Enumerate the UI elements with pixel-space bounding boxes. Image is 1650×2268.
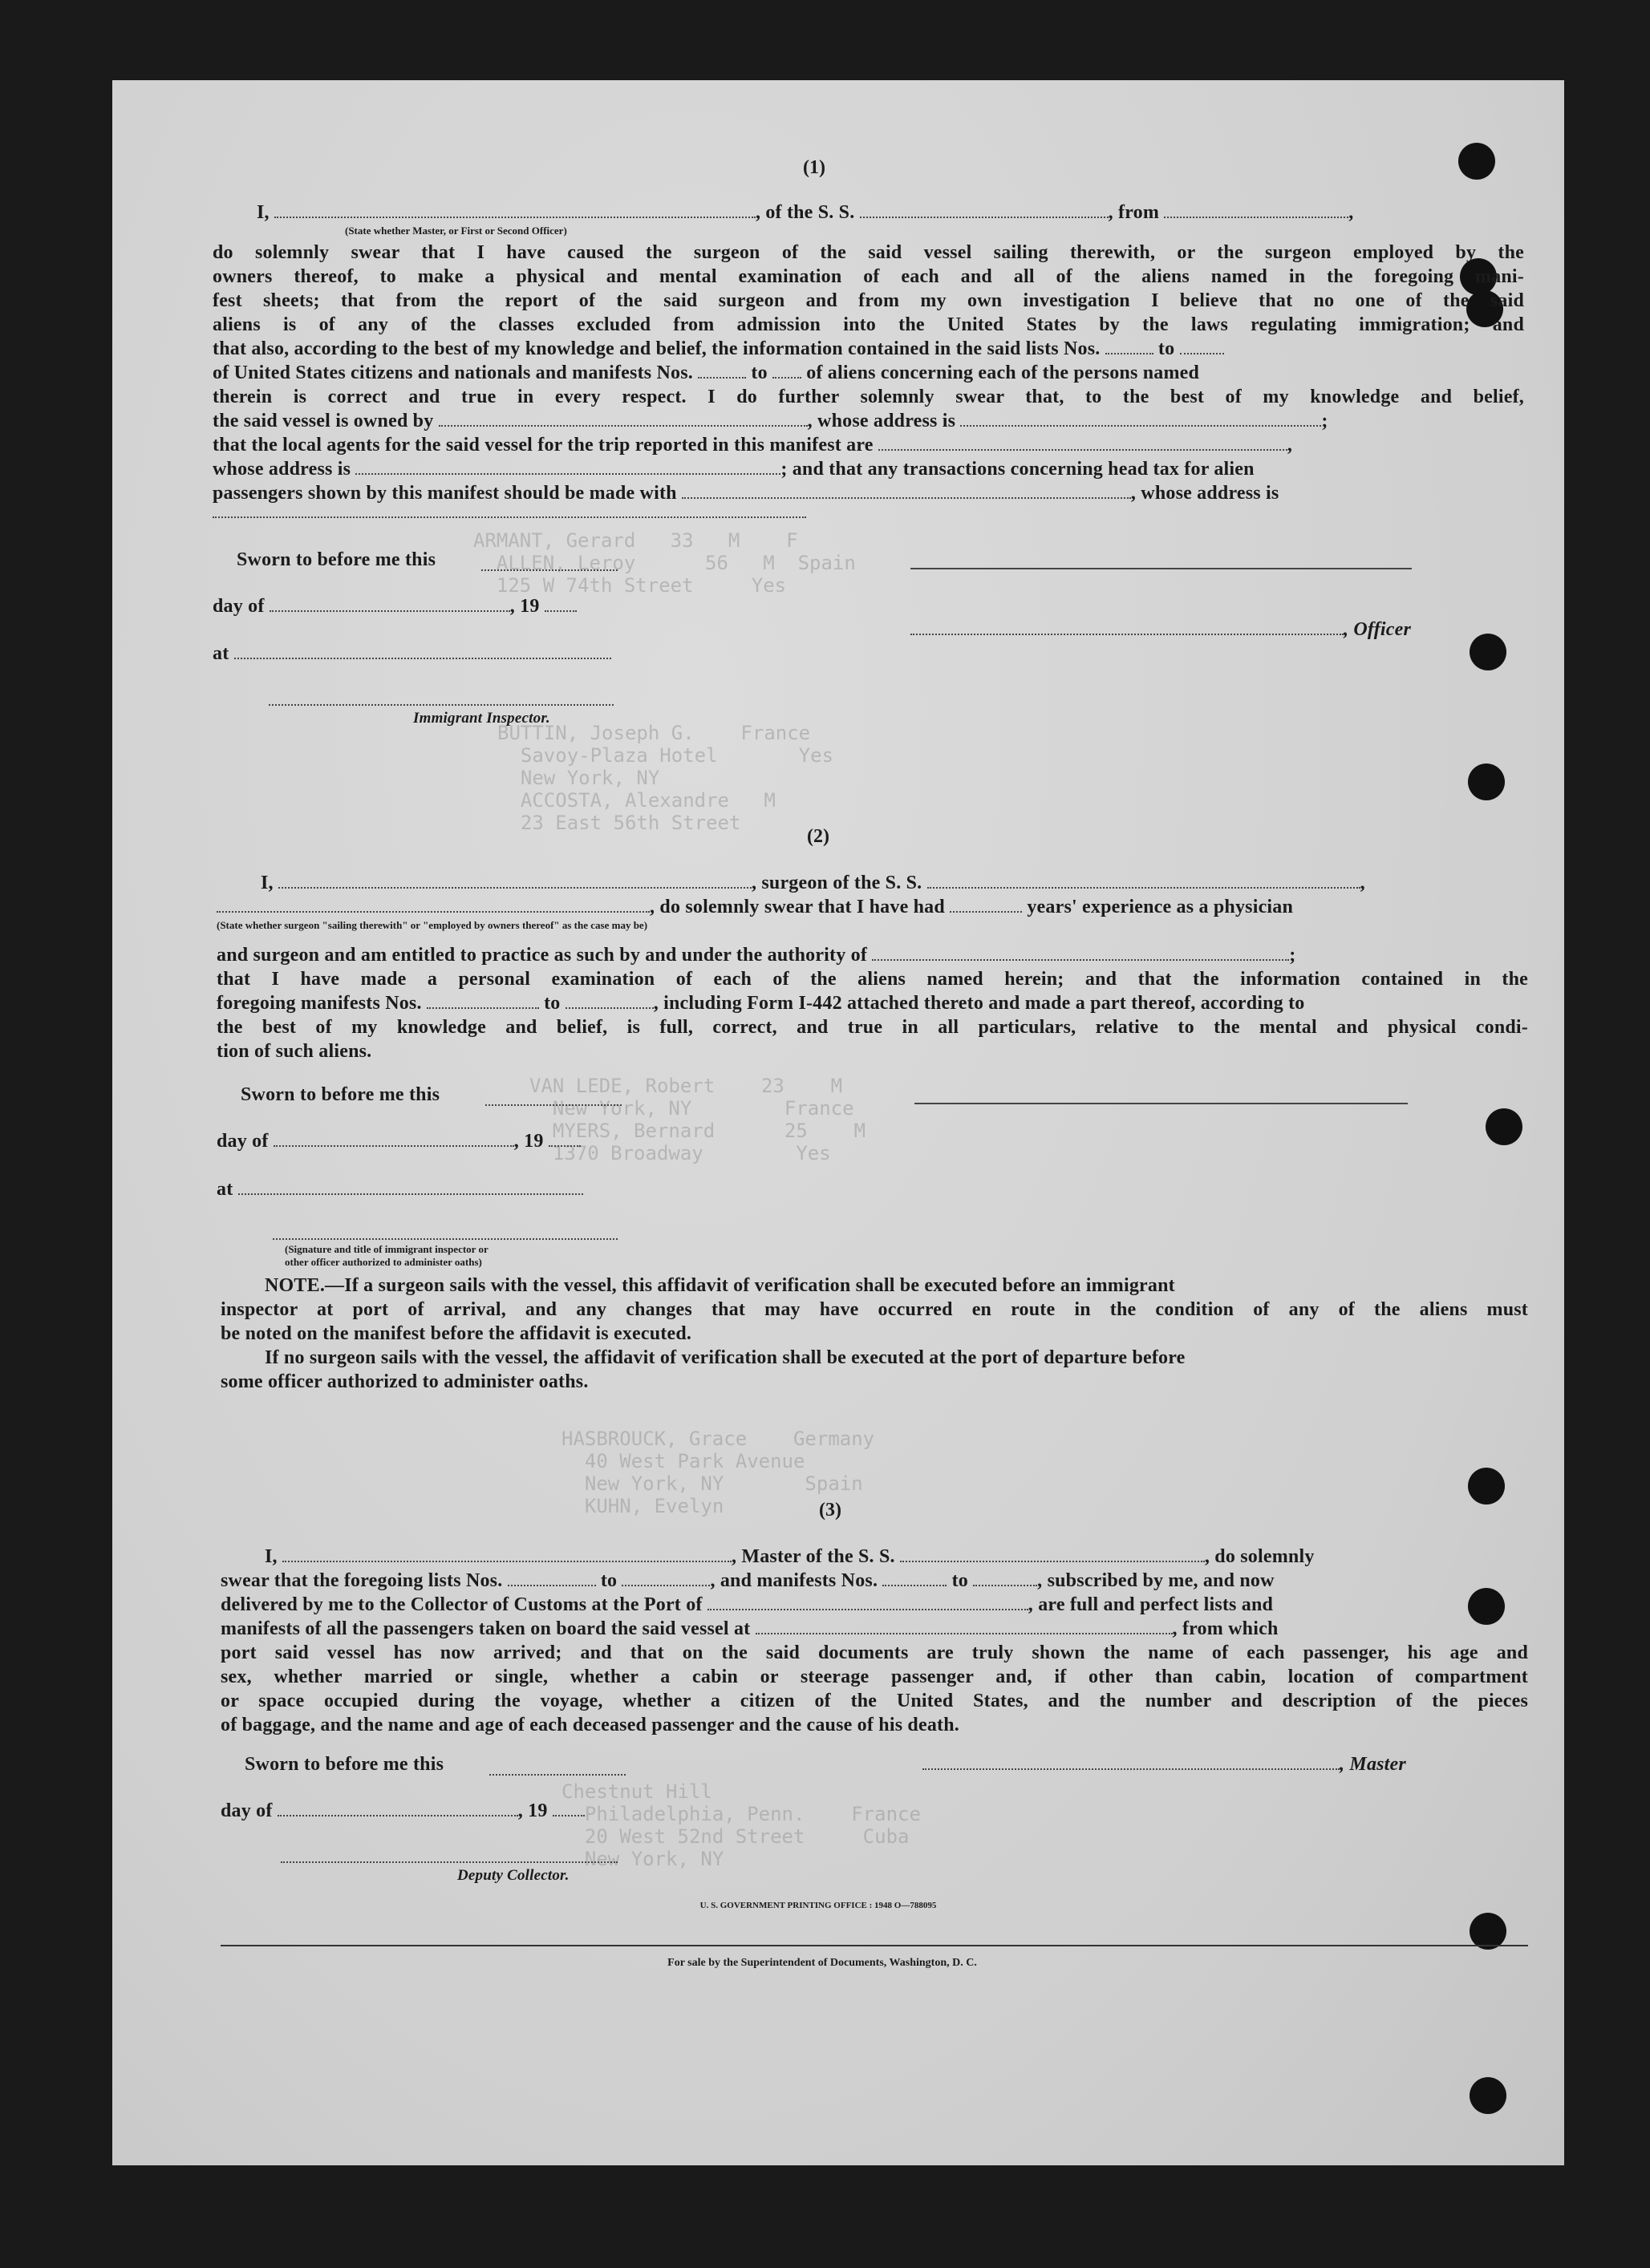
section-1-manifests-line: of United States citizens and nationals and manifests Nos. to of aliens concerning each of the persons named bbox=[213, 362, 1200, 383]
years-experience-field[interactable] bbox=[950, 897, 1022, 913]
bleed-through-text: BUTTIN, Joseph G. France Savoy-Plaza Hotel Yes New York, NY ACCOSTA, Alexandre M 23 East 56th Street bbox=[497, 722, 834, 834]
section-2-text: that I have made a personal examination of each of the aliens named herein; and that the information contained in the bbox=[217, 969, 1528, 990]
lists-to-field[interactable] bbox=[1180, 338, 1224, 354]
section-2-note: NOTE.—If a surgeon sails with the vessel, this affidavit of verification shall be executed before an immigrant bbox=[265, 1275, 1175, 1296]
officer-label-line: , Officer bbox=[910, 619, 1411, 641]
section-1-text: fest sheets; that from the report of the said surgeon and from my own investigation I believe that no one of the said bbox=[213, 290, 1524, 311]
section-2-note: inspector at port of arrival, and any changes that may have occurred en route in the condition of any of the aliens must bbox=[221, 1299, 1528, 1320]
punch-hole bbox=[1468, 1588, 1505, 1625]
manifests-to-field[interactable] bbox=[772, 362, 801, 379]
administrator-signature-field[interactable] bbox=[273, 1224, 618, 1240]
section-3-text: or space occupied during the voyage, whether a citizen of the United States, and the number and description of the pieces bbox=[221, 1691, 1528, 1711]
signature-note: other officer authorized to administer oaths) bbox=[285, 1256, 482, 1268]
section-1-text: aliens is of any of the classes excluded from admission into the United States by the laws regulating immigration; and bbox=[213, 314, 1524, 335]
section-3-lists-line: swear that the foregoing lists Nos. to , and manifests Nos. to , subscribed by me, and now bbox=[221, 1570, 1275, 1591]
officer-name-field[interactable] bbox=[274, 202, 756, 218]
sworn-label: Sworn to before me this bbox=[245, 1754, 444, 1775]
at-line: at bbox=[213, 643, 611, 665]
sworn-date-field[interactable] bbox=[485, 1090, 622, 1106]
section-2-manifests-line: foregoing manifests Nos. to , including Form I-442 attached thereto and made a part thereof, according to bbox=[217, 993, 1305, 1014]
inspector-signature-field[interactable] bbox=[269, 690, 614, 706]
day-of-line: day of , 19 bbox=[221, 1800, 585, 1822]
port-from-field[interactable] bbox=[1164, 202, 1348, 218]
surgeon-vessel-field[interactable] bbox=[927, 873, 1360, 889]
bleed-through-text: VAN LEDE, Robert 23 M New York, NY France MYERS, Bernard 25 M 1370 Broadway Yes bbox=[529, 1075, 866, 1164]
section-1-agents-line: that the local agents for the said vessel for the trip reported in this manifest are , bbox=[213, 435, 1293, 456]
agent-address-field[interactable] bbox=[355, 459, 780, 475]
surgeon-manifests-to-field[interactable] bbox=[566, 993, 654, 1009]
year-field[interactable] bbox=[549, 1131, 581, 1147]
surgeon-status-field[interactable] bbox=[217, 897, 650, 913]
day-field[interactable] bbox=[278, 1800, 518, 1816]
headtax-contact-field[interactable] bbox=[682, 483, 1131, 499]
bleed-through-text: Chestnut Hill Philadelphia, Penn. France 20 West 52nd Street Cuba New York, NY bbox=[561, 1780, 921, 1870]
section-3-boarding-line: manifests of all the passengers taken on board the said vessel at , from which bbox=[221, 1618, 1279, 1639]
section-3-text: port said vessel has now arrived; and that on the said documents are truly shown the name of each passenger, his age and bbox=[221, 1642, 1528, 1663]
sworn-label: Sworn to before me this bbox=[237, 549, 436, 570]
state-note: (State whether Master, or First or Second Officer) bbox=[345, 225, 567, 237]
deputy-collector-label: Deputy Collector. bbox=[457, 1867, 570, 1884]
section-1-agent-address-line: whose address is ; and that any transactions concerning head tax for alien bbox=[213, 459, 1255, 480]
surgeon-manifests-from-field[interactable] bbox=[427, 993, 539, 1009]
sworn-label: Sworn to before me this bbox=[241, 1084, 440, 1105]
day-of-line: day of , 19 bbox=[213, 596, 577, 618]
punch-hole bbox=[1486, 1108, 1522, 1145]
section-3-text: sex, whether married or single, whether a cabin or steerage passenger and, if other than cabin, location of compartment bbox=[221, 1667, 1528, 1687]
master-name-field[interactable] bbox=[282, 1546, 732, 1562]
section-2-note: some officer authorized to administer oaths. bbox=[221, 1371, 589, 1392]
section-3-text: of baggage, and the name and age of each deceased passenger and the cause of his death. bbox=[221, 1715, 959, 1735]
section-1-headtax-line: passengers shown by this manifest should be made with , whose address is bbox=[213, 483, 1279, 504]
section-2-note: be noted on the manifest before the affidavit is executed. bbox=[221, 1323, 692, 1344]
lists-from-field[interactable] bbox=[1105, 338, 1153, 354]
boarding-port-field[interactable] bbox=[756, 1618, 1173, 1634]
section-3-number: (3) bbox=[819, 1500, 841, 1521]
bleed-through-text: HASBROUCK, Grace Germany 40 West Park Avenue New York, NY Spain KUHN, Evelyn bbox=[561, 1428, 875, 1517]
sworn-date-field[interactable] bbox=[481, 555, 618, 571]
section-1-opening-line: I, , of the S. S. , from , bbox=[257, 202, 1354, 223]
section-1-text: do solemnly swear that I have caused the surgeon of the said vessel sailing therewith, or the surgeon employed by the bbox=[213, 242, 1524, 263]
master-lists-to-field[interactable] bbox=[622, 1570, 710, 1586]
section-2-number: (2) bbox=[807, 826, 829, 847]
master-lists-from-field[interactable] bbox=[508, 1570, 596, 1586]
section-1-text: therein is correct and true in every respect. I do further solemnly swear that, to the best of my knowledge and belief, bbox=[213, 387, 1524, 407]
section-1-owner-line: the said vessel is owned by , whose address is ; bbox=[213, 411, 1328, 431]
immigrant-inspector-label: Immigrant Inspector. bbox=[413, 710, 550, 727]
section-2-opening-line: I, , surgeon of the S. S. , bbox=[261, 873, 1365, 893]
at-line: at bbox=[217, 1179, 583, 1201]
day-field[interactable] bbox=[270, 596, 510, 612]
year-field[interactable] bbox=[545, 596, 577, 612]
master-signature-field[interactable] bbox=[922, 1754, 1340, 1770]
footer-divider bbox=[221, 1945, 1528, 1946]
at-place-field[interactable] bbox=[238, 1179, 583, 1195]
section-3-opening-line: I, , Master of the S. S. , do solemnly bbox=[265, 1546, 1315, 1567]
section-3-port-line: delivered by me to the Collector of Customs at the Port of , are full and perfect lists and bbox=[221, 1594, 1274, 1615]
master-manifests-to-field[interactable] bbox=[973, 1570, 1037, 1586]
officer-signature-field[interactable] bbox=[910, 553, 1412, 569]
owner-address-field[interactable] bbox=[960, 411, 1321, 427]
section-2-authority-line: and surgeon and am entitled to practice as such by and under the authority of ; bbox=[217, 945, 1296, 966]
bleed-through-text: ARMANT, Gerard 33 M F ALLEN, Leroy 56 M Spain 125 W 74th Street Yes bbox=[473, 529, 856, 597]
manifests-from-field[interactable] bbox=[698, 362, 746, 379]
signature-note: (Signature and title of immigrant inspector or bbox=[285, 1243, 489, 1255]
for-sale-note: For sale by the Superintendent of Documents, Washington, D. C. bbox=[667, 1957, 977, 1969]
section-2-text: the best of my knowledge and belief, is full, correct, and true in all particulars, relative to the mental and physical condi- bbox=[217, 1017, 1528, 1038]
section-1-number: (1) bbox=[803, 157, 825, 178]
officer-title-field[interactable] bbox=[910, 619, 1344, 635]
section-2-note: If no surgeon sails with the vessel, the affidavit of verification shall be executed at the port of departure before bbox=[265, 1347, 1186, 1368]
at-place-field[interactable] bbox=[234, 643, 611, 659]
section-2-experience-line: , do solemnly swear that I have had years' experience as a physician bbox=[217, 897, 1293, 918]
surgeon-name-field[interactable] bbox=[278, 873, 752, 889]
authority-field[interactable] bbox=[872, 945, 1289, 961]
headtax-address-field[interactable] bbox=[213, 502, 806, 518]
day-field[interactable] bbox=[274, 1131, 514, 1147]
section-1-text: owners thereof, to make a physical and mental examination of each and all of the aliens named in the foregoing mani- bbox=[213, 266, 1524, 287]
manifest-page bbox=[112, 80, 1564, 2165]
surgeon-signature-field[interactable] bbox=[914, 1088, 1408, 1104]
owner-field[interactable] bbox=[439, 411, 808, 427]
local-agents-field[interactable] bbox=[878, 435, 1287, 451]
day-of-line: day of , 19 bbox=[217, 1131, 581, 1152]
master-signature-line: , Master bbox=[922, 1754, 1406, 1776]
printing-office-note: U. S. GOVERNMENT PRINTING OFFICE : 1948 O—788095 bbox=[699, 1901, 937, 1910]
punch-hole bbox=[1470, 634, 1506, 670]
deputy-signature-field[interactable] bbox=[281, 1847, 618, 1863]
vessel-name-field[interactable] bbox=[860, 202, 1109, 218]
year-field[interactable] bbox=[553, 1800, 585, 1816]
sworn-date-field[interactable] bbox=[489, 1760, 626, 1776]
surgeon-state-note: (State whether surgeon "sailing therewith" or "employed by owners thereof" as the case may be) bbox=[217, 919, 648, 931]
punch-hole bbox=[1468, 763, 1505, 800]
port-of-arrival-field[interactable] bbox=[707, 1594, 1028, 1610]
section-2-text: tion of such aliens. bbox=[217, 1041, 372, 1062]
section-1-lists-line: that also, according to the best of my knowledge and belief, the information contained in the said lists Nos. to bbox=[213, 338, 1224, 360]
master-manifests-from-field[interactable] bbox=[882, 1570, 947, 1586]
master-vessel-field[interactable] bbox=[900, 1546, 1205, 1562]
punch-hole bbox=[1470, 2077, 1506, 2114]
